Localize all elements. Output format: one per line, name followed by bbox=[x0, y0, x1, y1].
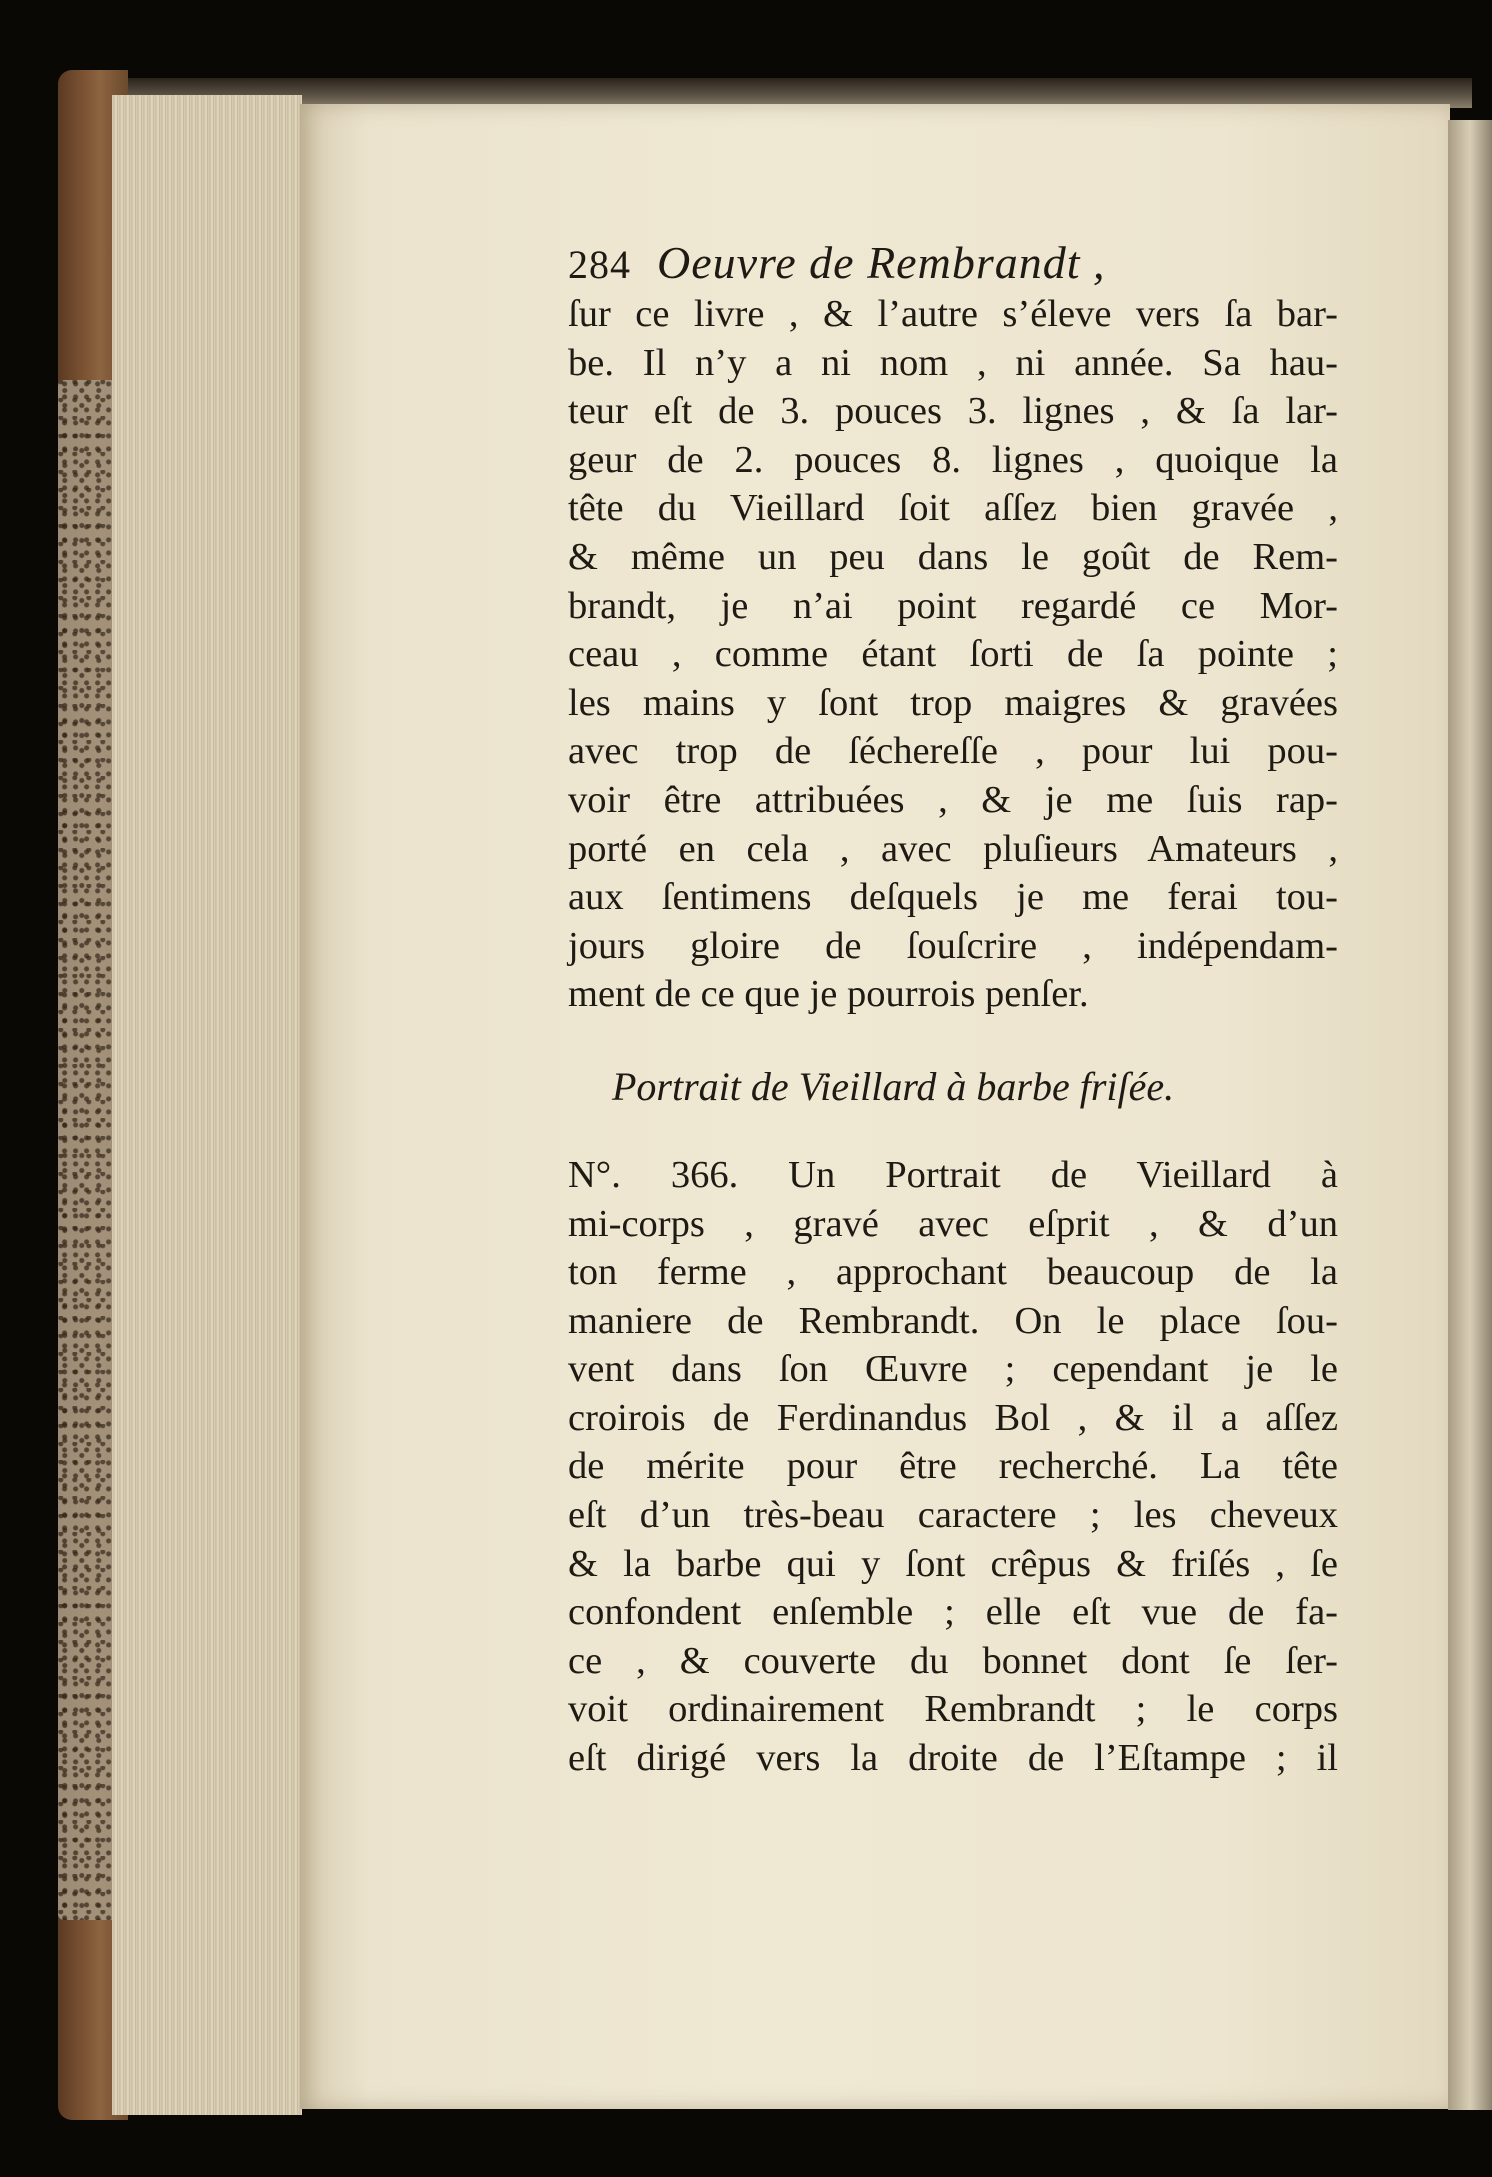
text-line: aux ſentimens deſquels je me ferai tou- bbox=[568, 876, 1338, 919]
running-header bbox=[568, 236, 1338, 290]
catalogue-entry bbox=[568, 1151, 1338, 1783]
entry-line: mi-corps , gravé avec eſprit , & d’un bbox=[568, 1202, 1338, 1245]
text-line: porté en cela , avec pluſieurs Amateurs , bbox=[568, 827, 1338, 870]
text-line: & même un peu dans le goût de Rem- bbox=[568, 535, 1338, 578]
entry-line: N°. 366. Un Portrait de Vieillard à bbox=[568, 1153, 1338, 1196]
entry-line: ce , & couverte du bonnet dont ſe ſer- bbox=[568, 1639, 1338, 1682]
facing-page-edge bbox=[1448, 120, 1492, 2110]
entry-line: confondent enſemble ; elle eſt vue de fa- bbox=[568, 1591, 1338, 1634]
entry-line: eſt dirigé vers la droite de l’Eſtampe ; il bbox=[568, 1737, 1338, 1780]
entry-line: eſt d’un très-beau caractere ; les cheveux bbox=[568, 1494, 1338, 1537]
section-caption: Portrait de Vieillard à barbe friſée. bbox=[612, 1063, 1175, 1109]
text-line: tête du Vieillard ſoit aſſez bien gravée , bbox=[568, 487, 1338, 530]
stacked-page-edges bbox=[112, 95, 302, 2115]
text-line: ment de ce que je pourrois penſer. bbox=[568, 973, 1089, 1016]
page-number: 284 bbox=[568, 242, 631, 287]
entry-line: ton ferme , approchant beaucoup de la bbox=[568, 1251, 1338, 1294]
entry-line: croirois de Ferdinandus Bol , & il a aſſez bbox=[568, 1396, 1338, 1439]
entry-line: & la barbe qui y ſont crêpus & friſés , ſe bbox=[568, 1542, 1338, 1585]
entry-line: de mérite pour être recherché. La tête bbox=[568, 1445, 1338, 1488]
text-line: brandt, je n’ai point regardé ce Mor- bbox=[568, 584, 1338, 627]
page-text bbox=[568, 236, 1338, 1783]
text-line: avec trop de ſéchereſſe , pour lui pou- bbox=[568, 730, 1338, 773]
text-line: jours gloire de ſouſcrire , indépendam- bbox=[568, 924, 1338, 967]
text-line: ſur ce livre , & l’autre s’éleve vers ſa bar- bbox=[568, 293, 1338, 335]
paragraph-continued bbox=[568, 290, 1338, 1019]
entry-line: vent dans ſon Œuvre ; cependant je le bbox=[568, 1348, 1338, 1391]
text-line: ceau , comme étant ſorti de ſa pointe ; bbox=[568, 633, 1338, 676]
text-line: teur eſt de 3. pouces 3. lignes , & ſa lar- bbox=[568, 390, 1338, 433]
entry-line: voit ordinairement Rembrandt ; le corps bbox=[568, 1688, 1338, 1731]
running-title: Oeuvre de Rembrandt , bbox=[657, 237, 1106, 288]
entry-line: maniere de Rembrandt. On le place ſou- bbox=[568, 1299, 1338, 1342]
text-line: geur de 2. pouces 8. lignes , quoique la bbox=[568, 438, 1338, 481]
marbled-cover bbox=[58, 380, 120, 1920]
text-line: les mains y ſont trop maigres & gravées bbox=[568, 681, 1338, 724]
text-line: be. Il n’y a ni nom , ni année. Sa hau- bbox=[568, 341, 1338, 384]
text-line: voir être attribuées , & je me ſuis rap- bbox=[568, 778, 1338, 821]
